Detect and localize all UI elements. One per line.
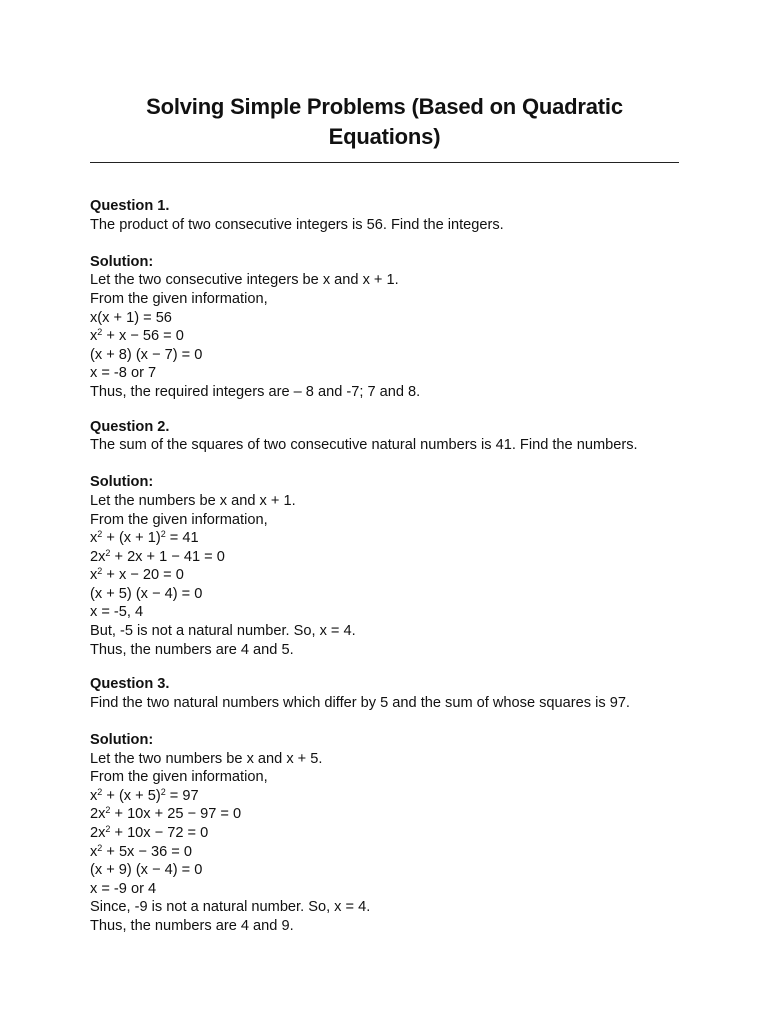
question-text: The product of two consecutive integers is 56. Find the integers. xyxy=(90,216,504,233)
solution-line: Thus, the numbers are 4 and 5. xyxy=(90,641,294,658)
solution-line: $x^2 + 5x - 36 = 0$ xyxy=(90,842,192,860)
solution-line: x = -8 or 7 xyxy=(90,365,157,382)
question-block xyxy=(90,418,679,660)
solution-line: $x^2 + (x + 5)^2 = 97$ xyxy=(90,786,199,804)
solution-line: Thus, the numbers are 4 and 9. xyxy=(90,917,294,934)
solution-line: $x^2 + (x + 1)^2 = 41$ xyxy=(90,529,199,547)
solution-line: x = -9 or 4 xyxy=(90,880,157,897)
solution-line: $x^2 + x - 20 = 0$ xyxy=(90,566,184,584)
spacer xyxy=(90,712,679,731)
question-block xyxy=(90,197,679,402)
question-text: Find the two natural numbers which differ by 5 and the sum of whose squares is 97. xyxy=(90,694,630,711)
solution-line: (x + 5) (x − 4) = 0 xyxy=(90,585,203,602)
solution-line: (x + 9) (x − 4) = 0 xyxy=(90,862,203,879)
question-heading: Question 2. xyxy=(90,418,170,435)
title-divider xyxy=(90,162,679,163)
solution-line: Let the two consecutive integers be x and x + 1. xyxy=(90,272,399,289)
question-heading: Question 3. xyxy=(90,676,170,693)
question-text: The sum of the squares of two consecutive natural numbers is 41. Find the numbers. xyxy=(90,437,638,454)
solution-line: From the given information, xyxy=(90,511,268,528)
question-heading: Question 1. xyxy=(90,198,170,214)
solution-line: $x^2 + x - 56 = 0$ xyxy=(90,327,184,345)
solution-line: $2x^2 + 2x + 1 - 41 = 0$ xyxy=(90,547,225,565)
solution-line: But, -5 is not a natural number. So, x = 4. xyxy=(90,623,356,640)
page-title: Solving Simple Problems (Based on Quadratic Equations) xyxy=(146,94,623,149)
solution-heading: Solution: xyxy=(90,732,154,749)
solution-line: From the given information, xyxy=(90,769,268,786)
solution-line: x(x + 1) = 56 xyxy=(90,309,172,326)
solution-heading: Solution: xyxy=(90,253,154,270)
solution-line: From the given information, xyxy=(90,290,268,307)
spacer xyxy=(90,234,679,253)
question-block xyxy=(90,675,679,935)
spacer xyxy=(90,455,679,474)
solution-line: $2x^2 + 10x + 25 - 97 = 0$ xyxy=(90,805,242,823)
questions-list xyxy=(90,197,679,936)
solution-line: Let the two numbers be x and x + 5. xyxy=(90,750,323,767)
solution-line: $2x^2 + 10x - 72 = 0$ xyxy=(90,824,209,841)
solution-line: (x + 8) (x − 7) = 0 xyxy=(90,346,203,363)
solution-line: Since, -9 is not a natural number. So, x = 4. xyxy=(90,899,371,916)
solution-line: Let the numbers be x and x + 1. xyxy=(90,492,296,509)
solution-line: Thus, the required integers are – 8 and -7; 7 and 8. xyxy=(90,383,421,400)
solution-line: x = -5, 4 xyxy=(90,604,144,621)
solution-heading: Solution: xyxy=(90,474,154,491)
